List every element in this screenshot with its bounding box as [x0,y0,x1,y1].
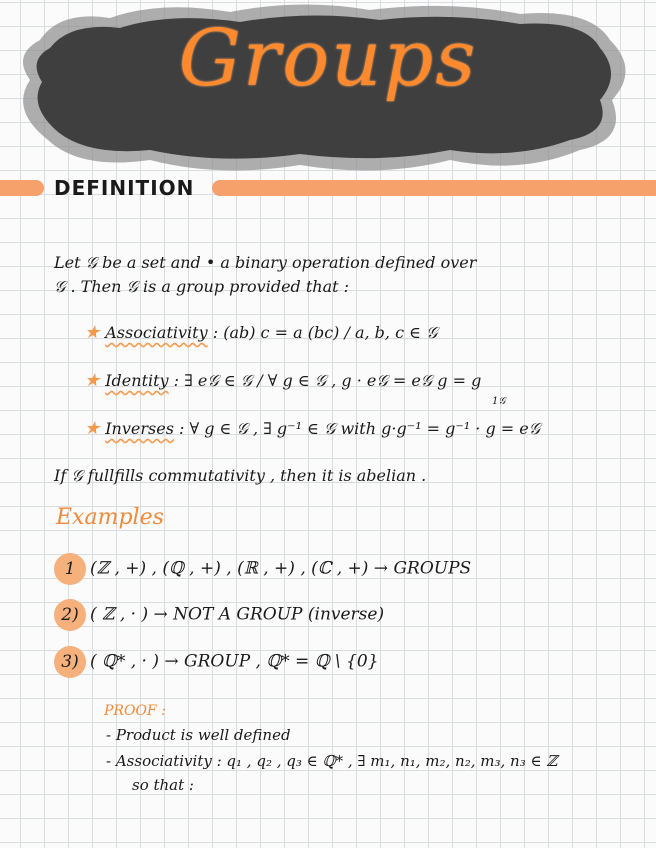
proof-continuation: so that : [132,776,194,794]
abelian-line: If 𝒢 fullfills commutativity , then it is abelian . [54,466,427,485]
property-name: Identity [105,371,169,390]
example-number: 3) [54,646,86,678]
heading-bar-left [0,180,44,196]
example-number: 2) [54,599,86,631]
intro-line-1: Let 𝒢 be a set and • a binary operation defined over [54,253,477,272]
proof-item-1: - Product is well defined [106,726,291,744]
star-icon: ★ [84,322,101,343]
examples-heading: Examples [56,505,164,530]
example-1 [54,553,471,585]
property-text: : (ab) c = a (bc) / a, b, c ∈ 𝒢 [207,323,438,342]
property-identity [84,370,481,391]
example-number: 1 [54,553,86,585]
heading-bar-right [212,180,656,196]
identity-note: 1𝒢 [492,396,506,407]
example-3 [54,646,379,678]
property-text: : ∃ e𝒢 ∈ 𝒢 / ∀ g ∈ 𝒢 , g · e𝒢 = e𝒢 g = g [168,371,482,390]
example-text: ( ℤ , · ) → NOT A GROUP (inverse) [90,604,385,625]
property-inverses [84,418,540,439]
page-title: Groups [178,14,478,104]
proof-label: PROOF : [104,703,166,719]
intro-line-2: 𝒢 . Then 𝒢 is a group provided that : [54,277,350,296]
property-associativity [84,322,437,343]
example-2 [54,599,384,631]
definition-heading: DEFINITION [54,176,195,200]
property-name: Inverses [105,419,174,438]
example-text: (ℤ , +) , (ℚ , +) , (ℝ , +) , (ℂ , +) → GROUPS [90,558,472,579]
property-text: : ∀ g ∈ 𝒢 , ∃ g⁻¹ ∈ 𝒢 with g·g⁻¹ = g⁻¹ · g = e𝒢 [173,419,541,438]
star-icon: ★ [84,418,101,439]
property-name: Associativity [105,323,208,342]
example-text: ( ℚ* , · ) → GROUP , ℚ* = ℚ \ {0} [90,651,379,672]
star-icon: ★ [84,370,101,391]
proof-item-2: - Associativity : q₁ , q₂ , q₃ ∈ ℚ* , ∃ m₁, n₁, m₂, n₂, m₃, n₃ ∈ ℤ [106,752,558,770]
